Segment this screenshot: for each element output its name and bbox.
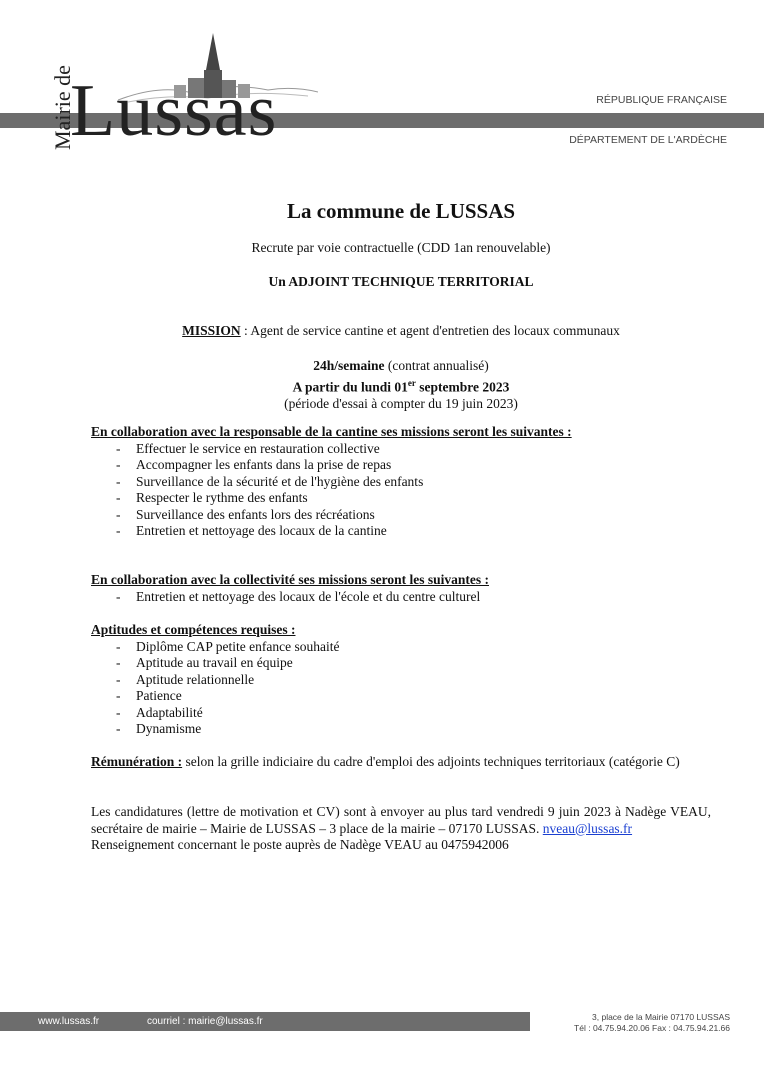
candidatures-text: Les candidatures (lettre de motivation et CV) sont à envoyer au plus tard vendredi 9 juin 2023 à Nadège VEAU, secrétaire de mairie – Mairie de LUSSAS – 3 place de la mairie – 07170 LUSSAS. — [91, 804, 711, 836]
mission-label: MISSION — [182, 323, 241, 338]
essai-line: (période d'essai à compter du 19 juin 2023) — [284, 395, 518, 411]
section3-list — [91, 639, 711, 738]
remuneration — [91, 754, 711, 771]
section2-list — [91, 589, 711, 606]
list-item: - Respecter le rythme des enfants — [91, 490, 711, 507]
contract-info — [91, 358, 711, 412]
section-cantine — [91, 424, 711, 540]
poste-title: Un ADJOINT TECHNIQUE TERRITORIAL — [268, 274, 534, 289]
email-link[interactable]: nveau@lussas.fr — [542, 820, 633, 836]
list-item: - Surveillance de la sécurité et de l'hygiène des enfants — [91, 474, 711, 491]
remuneration-text: selon la grille indiciaire du cadre d'emploi des adjoints techniques territoriaux (catégorie C) — [182, 754, 680, 769]
footer-address-line: 3, place de la Mairie 07170 LUSSAS — [592, 1012, 730, 1022]
list-item: - Aptitude relationnelle — [91, 672, 711, 689]
section-aptitudes — [91, 622, 711, 738]
list-item: - Accompagner les enfants dans la prise de repas — [91, 457, 711, 474]
section-collectivite — [91, 572, 711, 605]
candidatures — [91, 804, 711, 854]
remuneration-label: Rémunération : — [91, 754, 183, 769]
start-date-b: septembre 2023 — [415, 379, 510, 394]
footer-website: www.lussas.fr — [38, 1016, 100, 1027]
list-item: - Aptitude au travail en équipe — [91, 655, 711, 672]
mission-text: : Agent de service cantine et agent d'entretien des locaux communaux — [240, 323, 620, 338]
footer-band — [0, 1012, 530, 1031]
start-date-a: A partir du lundi 01 — [292, 379, 408, 394]
page-title: La commune de LUSSAS — [286, 199, 516, 223]
hours-bold: 24h/semaine — [313, 358, 385, 373]
footer-phones: Tél : 04.75.94.20.06 Fax : 04.75.94.21.66 — [574, 1023, 730, 1033]
renseignement: Renseignement concernant le poste auprès de Nadège VEAU au 0475942006 — [91, 837, 509, 852]
list-item: - Entretien et nettoyage des locaux de l'école et du centre culturel — [91, 589, 711, 606]
lussas-logo — [48, 30, 278, 160]
hours-rest: (contrat annualisé) — [384, 358, 489, 373]
list-item: - Adaptabilité — [91, 705, 711, 722]
start-date-sup: er — [407, 377, 416, 388]
list-item: - Effectuer le service en restauration collective — [91, 441, 711, 458]
recrute-line: Recrute par voie contractuelle (CDD 1an renouvelable) — [251, 240, 551, 255]
list-item: - Patience — [91, 688, 711, 705]
list-item: - Diplôme CAP petite enfance souhaité — [91, 639, 711, 656]
mission-line — [91, 323, 711, 339]
logo-lussas: Lussas — [70, 70, 278, 152]
departement-ardeche: DÉPARTEMENT DE L'ARDÈCHE — [569, 134, 727, 146]
section3-heading: Aptitudes et compétences requises : — [91, 622, 296, 637]
list-item: - Surveillance des enfants lors des récréations — [91, 507, 711, 524]
footer-courriel: courriel : mairie@lussas.fr — [147, 1016, 263, 1027]
list-item: - Entretien et nettoyage des locaux de la cantine — [91, 523, 711, 540]
logo-mairie-de: Mairie de — [50, 65, 75, 150]
section2-heading: En collaboration avec la collectivité ses missions seront les suivantes : — [91, 572, 489, 587]
section1-heading: En collaboration avec la responsable de la cantine ses missions seront les suivantes : — [91, 424, 572, 439]
footer-address — [540, 1012, 730, 1034]
section1-list — [91, 441, 711, 540]
list-item: - Dynamisme — [91, 721, 711, 738]
republique-francaise: RÉPUBLIQUE FRANÇAISE — [596, 94, 727, 106]
